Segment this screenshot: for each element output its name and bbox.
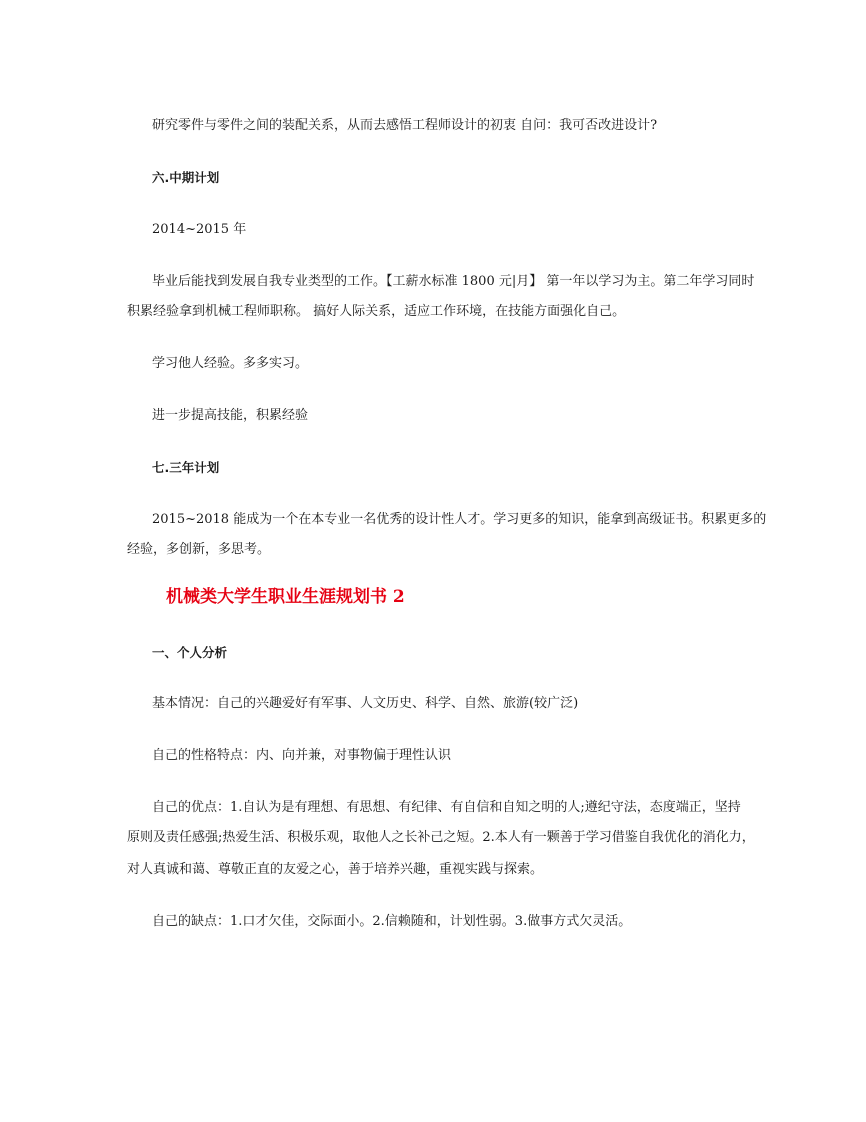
paragraph-line: 基本情况：自己的兴趣爱好有军事、人文历史、科学、自然、旅游(较广泛) xyxy=(152,696,579,711)
document-title: 机械类大学生职业生涯规划书 2 xyxy=(166,587,405,607)
paragraph-line: 2015~2018 能成为一个在本专业一名优秀的设计性人才。学习更多的知识，能拿到高级证书。积累更多的 xyxy=(152,512,767,527)
section-heading-personal-analysis: 一、个人分析 xyxy=(152,645,228,660)
paragraph-line: 学习他人经验。多多实习。 xyxy=(152,356,309,371)
paragraph-line: 自己的缺点：1.口才欠佳，交际面小。2.信赖随和，计划性弱。3.做事方式欠灵活。 xyxy=(152,914,632,929)
paragraph-line: 原则及责任感强;热爱生活、积极乐观，取他人之长补己之短。2.本人有一颗善于学习借鉴自我优化的消化力， xyxy=(127,830,755,845)
section-heading-mid-term-plan: 六.中期计划 xyxy=(152,170,220,185)
paragraph-line: 毕业后能找到发展自我专业类型的工作。【工薪水标准 1800 元|月】 第一年以学习为主。第二年学习同时 xyxy=(152,274,755,289)
section-heading-three-year-plan: 七.三年计划 xyxy=(152,460,220,475)
paragraph-line: 研究零件与零件之间的装配关系，从而去感悟工程师设计的初衷 自问：我可否改进设计? xyxy=(152,118,658,133)
paragraph-line: 经验，多创新，多思考。 xyxy=(127,542,271,557)
paragraph-line: 自己的优点：1.自认为是有理想、有思想、有纪律、有自信和自知之明的人;遵纪守法，态度端正，坚持 xyxy=(152,800,741,815)
paragraph-line: 积累经验拿到机械工程师职称。 搞好人际关系，适应工作环境，在技能方面强化自己。 xyxy=(127,304,626,319)
paragraph-line: 对人真诚和蔼、尊敬正直的友爱之心，善于培养兴趣，重视实践与探索。 xyxy=(127,862,544,877)
paragraph-line: 自己的性格特点：内、向并兼，对事物偏于理性认识 xyxy=(152,748,452,763)
paragraph-line: 2014~2015 年 xyxy=(152,222,247,237)
paragraph-line: 进一步提高技能，积累经验 xyxy=(152,408,309,423)
